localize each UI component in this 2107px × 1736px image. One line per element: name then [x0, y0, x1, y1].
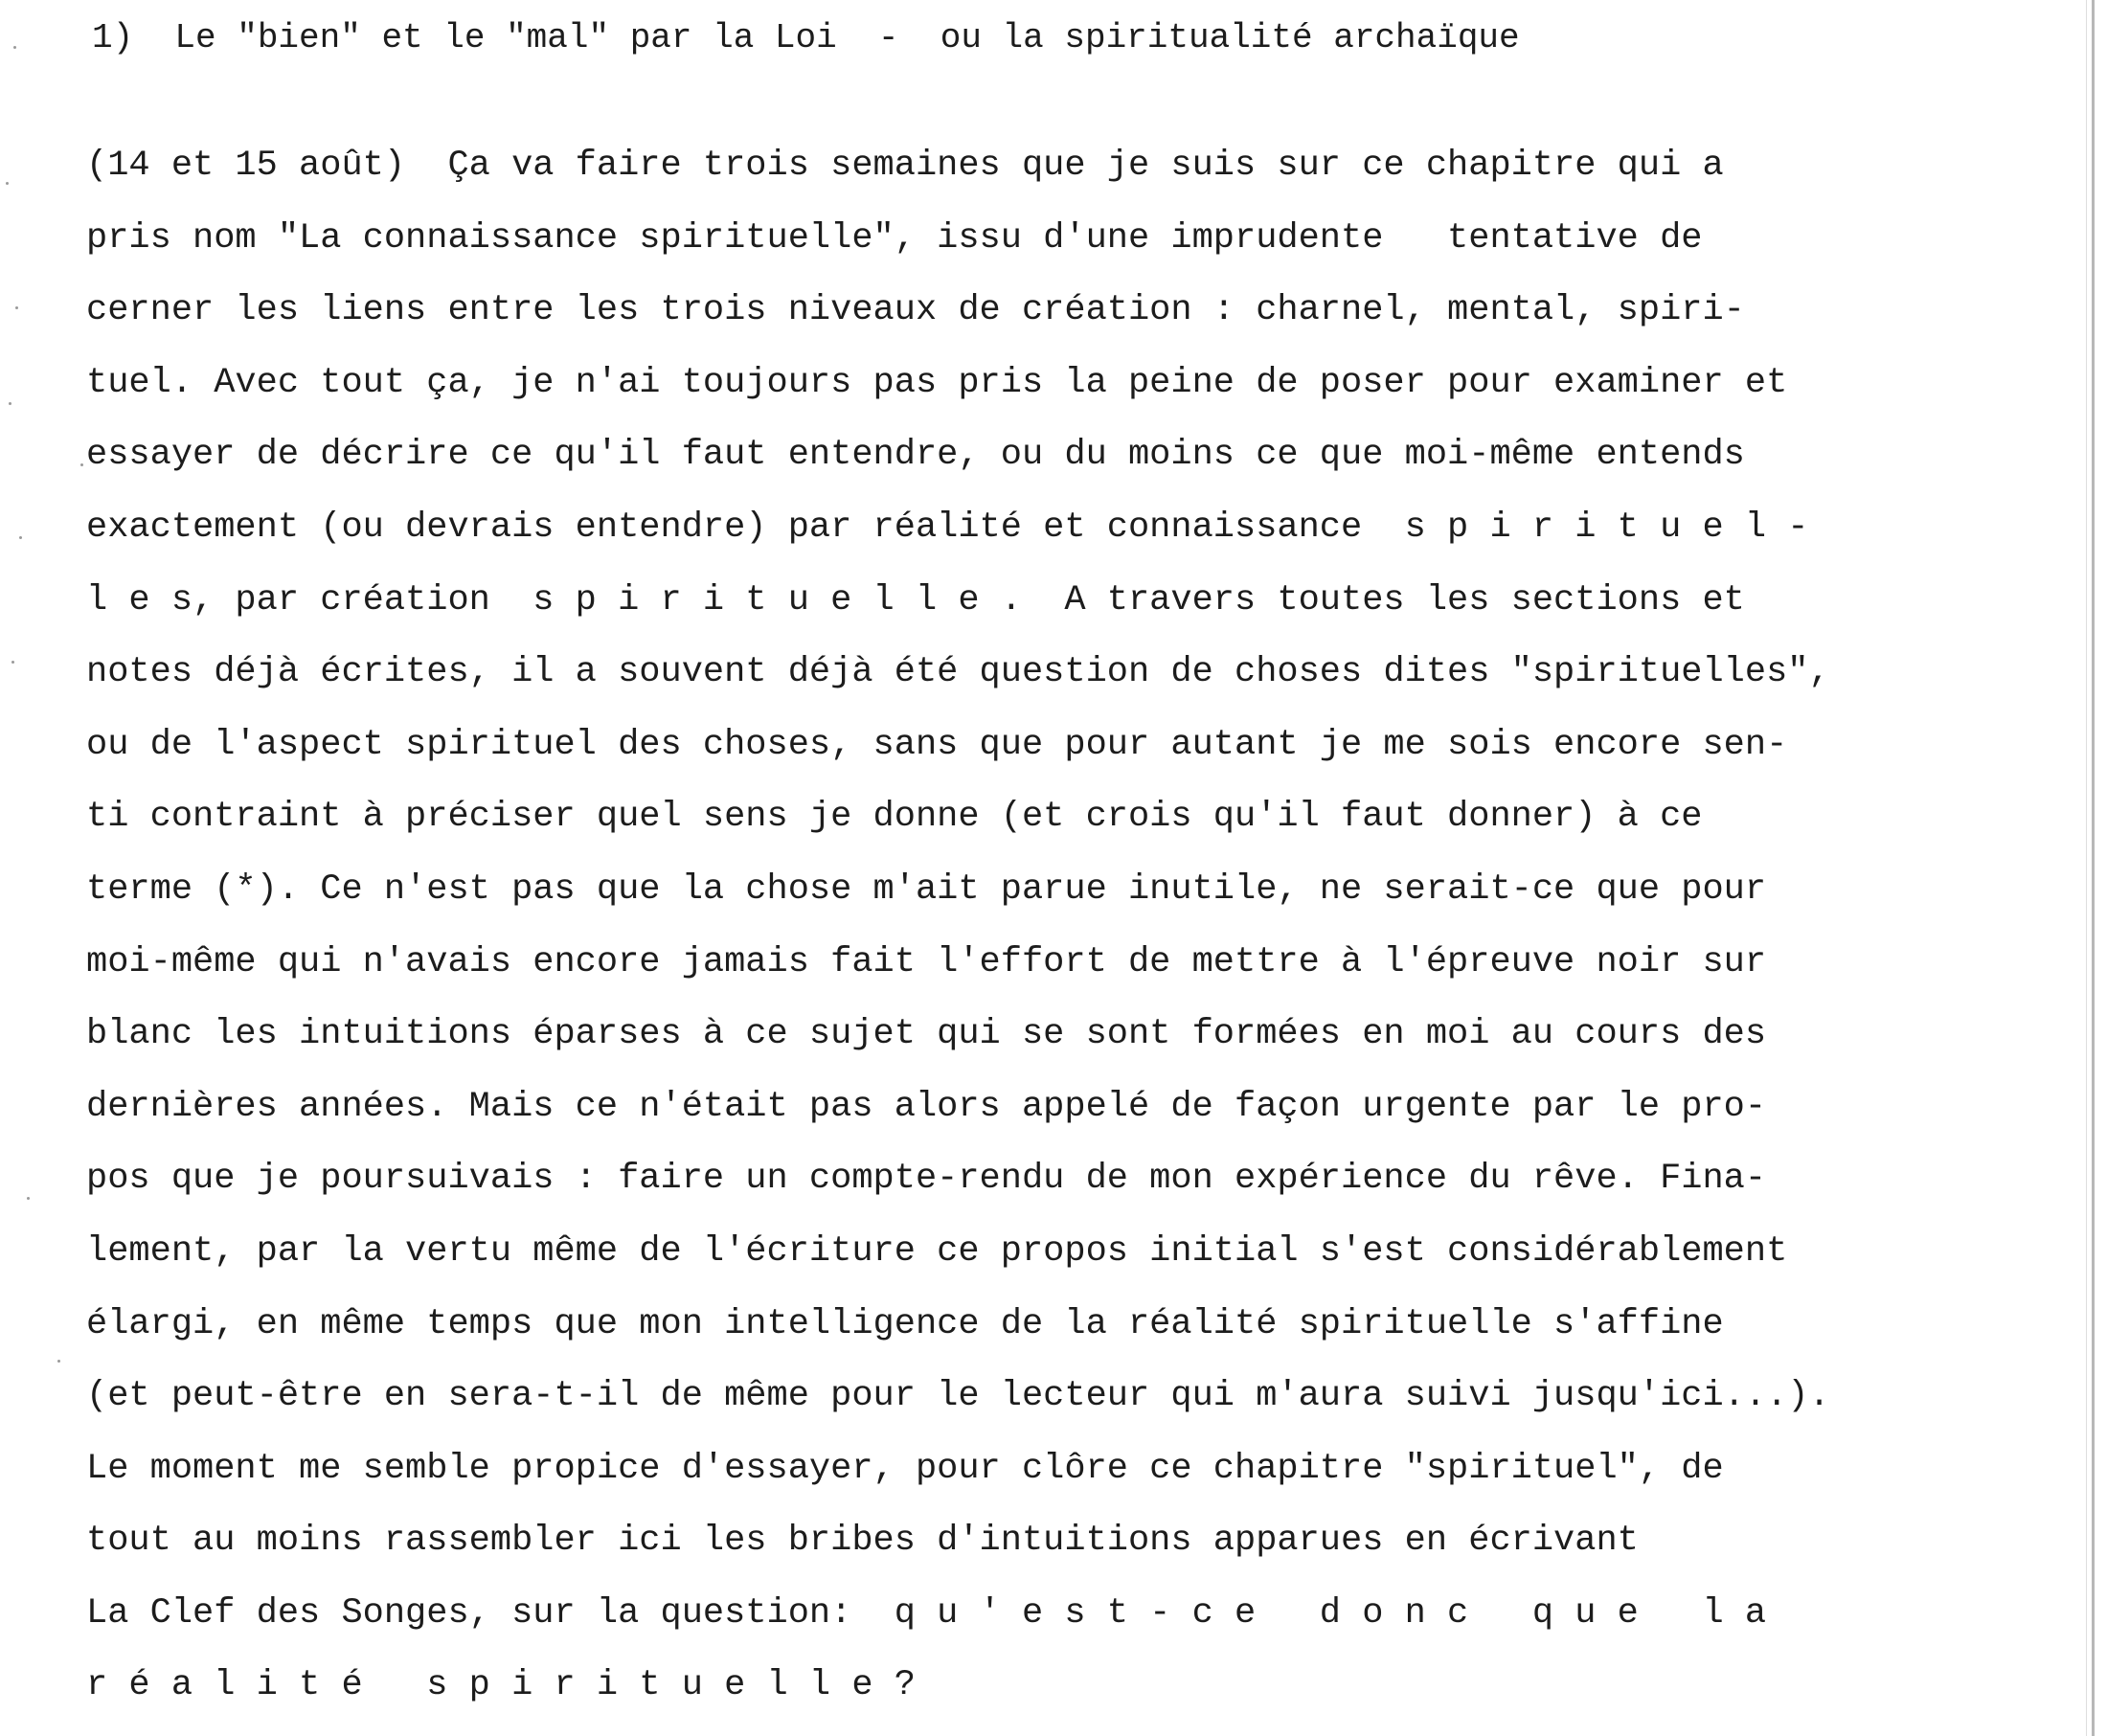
text-line: notes déjà écrites, il a souvent déjà été question de choses dites "spirituelles", — [86, 652, 1830, 693]
page-edge — [2092, 0, 2095, 1736]
text-line: (et peut-être en sera-t-il de même pour le lecteur qui m'aura suivi jusqu'ici...). — [86, 1376, 1830, 1417]
text-line: moi-même qui n'avais encore jamais fait l'effort de mettre à l'épreuve noir sur — [86, 941, 1767, 982]
text-line: tuel. Avec tout ça, je n'ai toujours pas pris la peine de poser pour examiner et — [86, 362, 1788, 403]
text-line: tout au moins rassembler ici les bribes d'intuitions apparues en écrivant — [86, 1521, 1639, 1562]
text-line: r é a l i t é s p i r i t u e l l e ? — [86, 1665, 916, 1706]
body-paragraph — [86, 130, 1830, 1723]
text-line: terme (*). Ce n'est pas que la chose m'ait parue inutile, ne serait-ce que pour — [86, 868, 1767, 910]
text-line: ti contraint à préciser quel sens je donne (et crois qu'il faut donner) à ce — [86, 797, 1703, 838]
text-line: élargi, en même temps que mon intelligence de la réalité spirituelle s'affine — [86, 1303, 1724, 1344]
text-line: exactement (ou devrais entendre) par réalité et connaissance s p i r i t u e l - — [86, 507, 1809, 548]
text-line: pris nom "La connaissance spirituelle", issu d'une imprudente tentative de — [86, 217, 1703, 259]
text-line: l e s, par création s p i r i t u e l l e . A travers toutes les sections et — [86, 579, 1745, 620]
text-line: ou de l'aspect spirituel des choses, sans que pour autant je me sois encore sen- — [86, 724, 1788, 765]
text-line: blanc les intuitions éparses à ce sujet qui se sont formées en moi au cours des — [86, 1014, 1767, 1055]
text-line: Le moment me semble propice d'essayer, pour clôre ce chapitre "spirituel", de — [86, 1448, 1724, 1489]
text-line: essayer de décrire ce qu'il faut entendre, ou du moins ce que moi-même entends — [86, 435, 1745, 476]
text-line: (14 et 15 août) Ça va faire trois semaines que je suis sur ce chapitre qui a — [86, 146, 1724, 186]
text-line: cerner les liens entre les trois niveaux de création : charnel, mental, spiri- — [86, 290, 1745, 331]
text-line: La Clef des Songes, sur la question: q u ' e s t - c e d o n c q u e l a — [86, 1592, 1767, 1634]
text-line: pos que je poursuivais : faire un compte-rendu de mon expérience du rêve. Fina- — [86, 1159, 1767, 1200]
section-heading: 1) Le "bien" et le "mal" par la Loi - ou la spiritualité archaïque — [92, 18, 1520, 57]
page-edge-shadow — [2086, 0, 2087, 1736]
text-line: dernières années. Mais ce n'était pas alors appelé de façon urgente par le pro- — [86, 1086, 1767, 1127]
text-line: lement, par la vertu même de l'écriture ce propos initial s'est considérablement — [86, 1230, 1788, 1272]
